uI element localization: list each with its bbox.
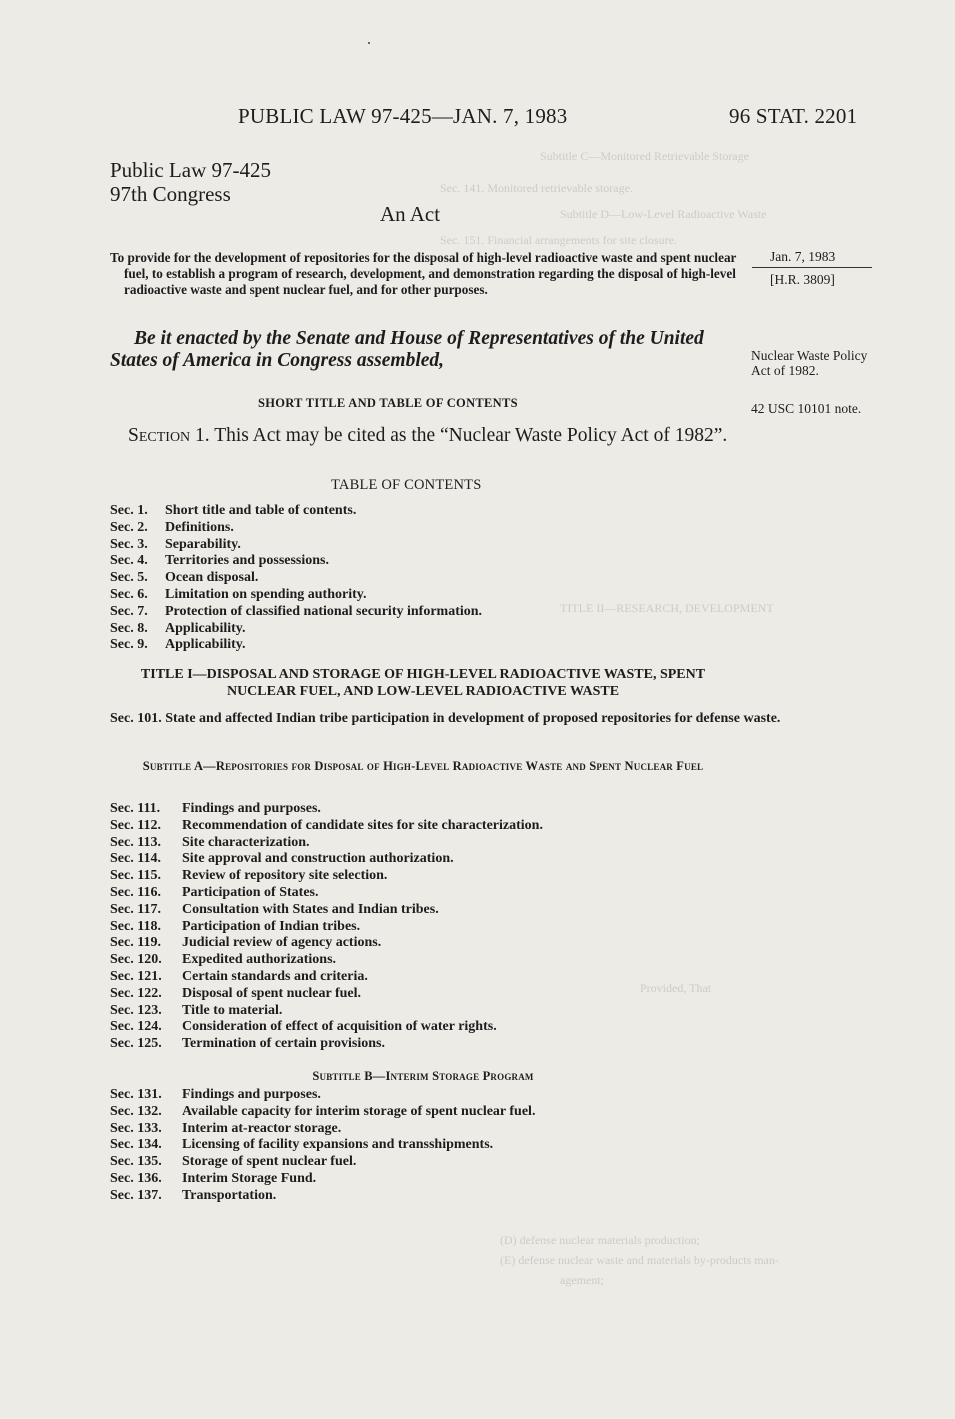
toc-entry: Sec. 1. Short title and table of contents.: [110, 503, 357, 518]
subtitle-b-heading: Subtitle B—Interim Storage Program: [312, 1069, 534, 1083]
toc-entry: Sec. 120. Expedited authorizations.: [110, 952, 337, 968]
toc-entry: Sec. 115. Review of repository site selection.: [110, 868, 388, 884]
short-title-heading: SHORT TITLE AND TABLE OF CONTENTS: [258, 396, 518, 410]
section-1-label: Section 1.: [128, 425, 210, 446]
margin-short-title-note: Nuclear Waste Policy Act of 1982.: [751, 348, 868, 378]
show-through-text: Subtitle D—Low-Level Radioactive Waste: [560, 207, 767, 221]
toc-entry: Sec. 135. Storage of spent nuclear fuel.: [110, 1154, 357, 1170]
show-through-text: Sec. 141. Monitored retrievable storage.: [440, 181, 633, 195]
toc-general-list: [110, 503, 482, 654]
toc-entry: Sec. 5. Ocean disposal.: [110, 570, 259, 586]
toc-heading: TABLE OF CONTENTS: [331, 477, 482, 493]
section-1-text: [110, 426, 736, 446]
show-through-text: Sec. 151. Financial arrangements for site closure.: [440, 233, 677, 247]
toc-subtitle-b-list: [110, 1087, 535, 1205]
running-head-left: PUBLIC LAW 97-425—JAN. 7, 1983: [238, 104, 568, 128]
toc-entry: Sec. 116. Participation of States.: [110, 884, 319, 900]
show-through-text: Subtitle C—Monitored Retrievable Storage: [540, 149, 749, 163]
toc-entry: Sec. 125. Termination of certain provisions.: [110, 1036, 386, 1052]
margin-rule: [752, 267, 872, 268]
enacting-clause: Be it enacted by the Senate and House of Representatives of the United States of America in Congress assembled,: [110, 328, 704, 371]
toc-entry: Sec. 119. Judicial review of agency actions.: [110, 935, 382, 951]
toc-entry: Sec. 7. Protection of classified national security information.: [110, 603, 483, 619]
toc-entry: Sec. 123. Title to material.: [110, 1002, 283, 1018]
running-head-right: 96 STAT. 2201: [729, 104, 858, 128]
section-1-body: This Act may be cited as the “Nuclear Waste Policy Act of 1982”.: [214, 425, 728, 446]
subtitle-a-heading: Subtitle A—Repositories for Disposal of High-Level Radioactive Waste and Spent Nuclear Fuel: [142, 759, 704, 773]
law-identification: [110, 158, 271, 206]
show-through-text: TITLE II—RESEARCH, DEVELOPMENT: [560, 601, 774, 615]
congress-number: 97th Congress: [110, 182, 231, 206]
toc-entry: Sec. 114. Site approval and construction authorization.: [110, 851, 454, 867]
paper-speck: [368, 42, 370, 44]
show-through-text: agement;: [560, 1273, 604, 1287]
margin-date: Jan. 7, 1983: [770, 249, 836, 264]
toc-entry: Sec. 4. Territories and possessions.: [110, 553, 330, 569]
title-1-heading: TITLE I—DISPOSAL AND STORAGE OF HIGH-LEVEL RADIOACTIVE WASTE, SPENT NUCLEAR FUEL, AND LOW-LEVEL RADIOACTIVE WASTE: [140, 667, 706, 699]
toc-entry: Sec. 6. Limitation on spending authority.: [110, 586, 367, 602]
toc-entry: Sec. 112. Recommendation of candidate sites for site characterization.: [110, 817, 543, 833]
toc-entry: Sec. 131. Findings and purposes.: [110, 1087, 321, 1102]
toc-entry: Sec. 122. Disposal of spent nuclear fuel.: [110, 985, 362, 1001]
toc-entry: Sec. 132. Available capacity for interim storage of spent nuclear fuel.: [110, 1103, 536, 1119]
toc-entry: Sec. 3. Separability.: [110, 536, 241, 552]
toc-entry: Sec. 121. Certain standards and criteria.: [110, 968, 368, 984]
toc-entry: Sec. 2. Definitions.: [110, 519, 234, 535]
toc-sec-101: Sec. 101. State and affected Indian tribe participation in development of proposed repositories for defense waste.: [110, 711, 781, 726]
toc-entry: Sec. 111. Findings and purposes.: [110, 801, 321, 816]
toc-entry: Sec. 133. Interim at-reactor storage.: [110, 1120, 342, 1136]
margin-bill-number: [H.R. 3809]: [770, 272, 835, 287]
show-through-text: (D) defense nuclear materials production;: [500, 1233, 700, 1247]
toc-entry: Sec. 113. Site characterization.: [110, 834, 310, 850]
toc-entry: Sec. 8. Applicability.: [110, 620, 246, 636]
show-through-text: Provided, That: [640, 981, 712, 995]
show-through-text: (E) defense nuclear waste and materials by-products man-: [500, 1253, 779, 1267]
purpose-clause: To provide for the development of repositories for the disposal of high-level radioactive waste and spent nuclear fuel, to establish a program of research, development, and demonstration regarding the disposal of high-level radioactive waste and spent nuclear fuel, and for other purposes.: [110, 250, 737, 297]
toc-entry: Sec. 134. Licensing of facility expansions and transshipments.: [110, 1137, 494, 1153]
toc-subtitle-a-list: [110, 801, 543, 1053]
toc-entry: Sec. 136. Interim Storage Fund.: [110, 1170, 317, 1186]
toc-entry: Sec. 137. Transportation.: [110, 1187, 277, 1203]
toc-entry: Sec. 117. Consultation with States and Indian tribes.: [110, 901, 439, 917]
act-title: An Act: [380, 202, 441, 226]
margin-usc-note: 42 USC 10101 note.: [751, 401, 862, 416]
public-law-number: Public Law 97-425: [110, 158, 271, 182]
toc-entry: Sec. 124. Consideration of effect of acquisition of water rights.: [110, 1019, 497, 1035]
toc-entry: Sec. 9. Applicability.: [110, 637, 246, 653]
toc-entry: Sec. 118. Participation of Indian tribes.: [110, 918, 361, 934]
